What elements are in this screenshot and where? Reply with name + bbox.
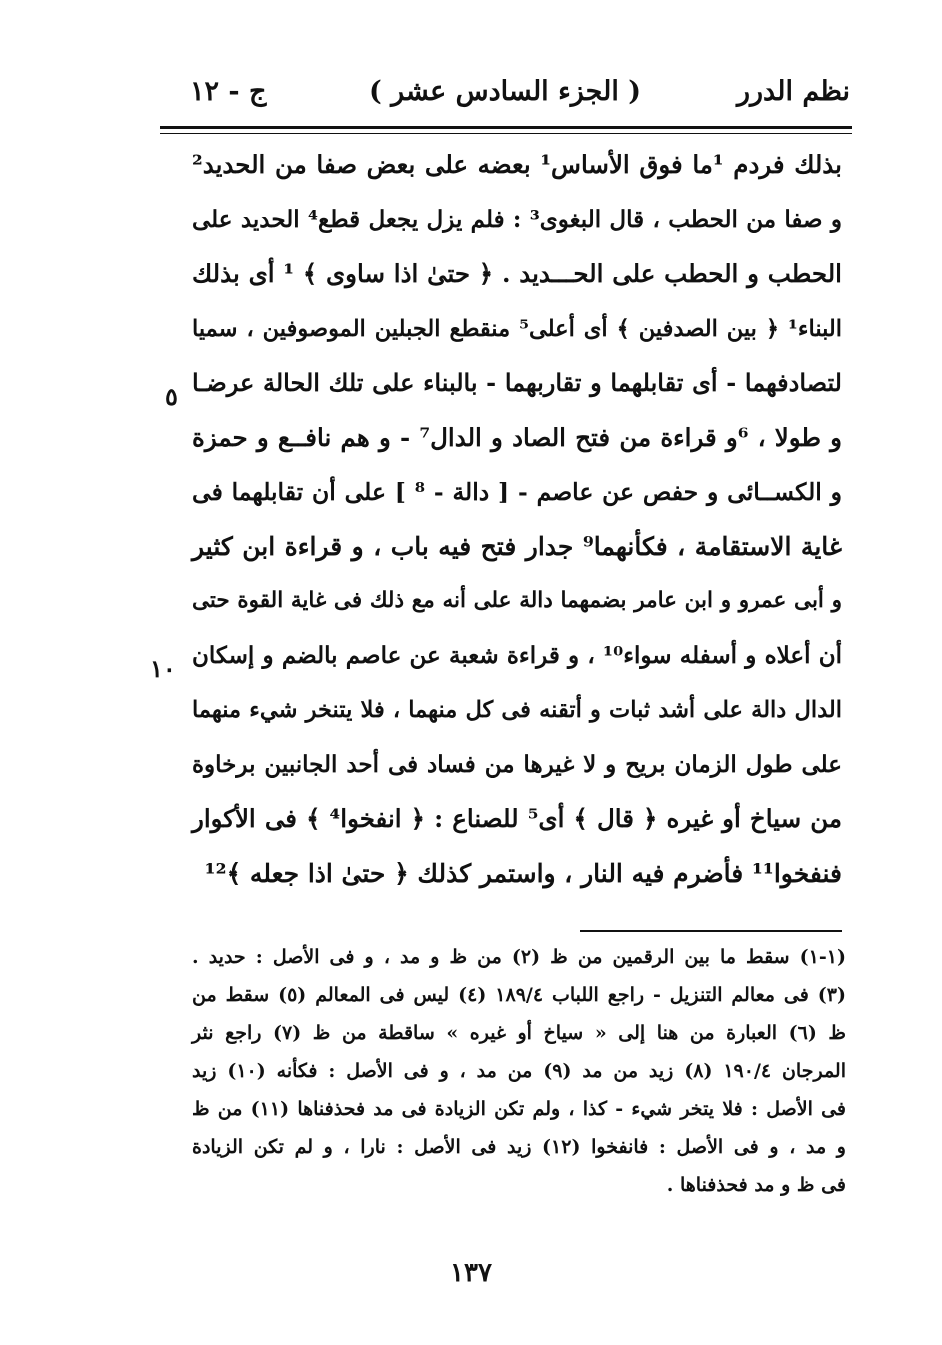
footnote-line: المرجان ١٩٠/٤ (٨) زيد من مد (٩) من مد ، و فى الأصل : فكأنه (١٠) زيد [192, 1060, 847, 1082]
header-rule-thin [160, 133, 852, 134]
part-title: ( الجزء السادس عشر ) [368, 76, 642, 107]
book-title: نظم الدرر [736, 76, 850, 107]
header-rule-thick [160, 126, 852, 129]
text-line: و أبى عمرو و ابن عامر بضمهما دالة على أنه مع ذلك فى غاية القوة حتى [192, 588, 842, 613]
footnotes [192, 938, 846, 1204]
footnote-line: فى ظ و مد فحذفناها . [666, 1174, 846, 1196]
text-line: على طول الزمان بريح و لا غيرها من فساد فى أحد الجانبين برخاوة [192, 750, 842, 778]
text-line: من سياخ أو غيره ﴿ قال ﴾ أى⁵ للصناع : ﴿ انفخوا⁴ ﴾ فى الأكوار [192, 804, 842, 833]
text-line: الدال دالة على أشد ثبات و أتقنه فى كل منهما ، فلا يتنخر شيء منهما [192, 697, 842, 723]
text-line: و صفا من الحطب ، قال البغوى³ : فلم يزل يجعل قطع⁴ الحديد على [192, 205, 842, 233]
text-line: فنفخوا¹¹ فأضرم فيه النار ، واستمر كذلك ﴿ حتىٰ اذا جعله ﴾¹² [204, 858, 842, 888]
footnote-line: ظ (٦) العبارة من هنا إلى « سياخ أو غيره » ساقطة من ظ (٧) راجع نثر [192, 1022, 846, 1044]
line-number-5: ٥ [165, 382, 178, 411]
footnote-line: (١-١) سقط ما بين الرقمين من ظ (٢) من ظ و مد ، و فى الأصل : حديد . [192, 946, 846, 968]
text-line: غاية الاستقامة ، فكأنهما⁹ جدار فتح فيه باب ، و قراءة ابن كثير [192, 531, 842, 561]
main-text [192, 138, 842, 901]
footnote-line: و مد ، و فى الأصل : فانفخوا (١٢) زيد فى الأصل : نارا ، و لم تكن الزيادة [192, 1136, 846, 1158]
text-line: الحطب و الحطب على الحـــديد . ﴿ حتىٰ اذا ساوى ﴾ ¹ أى بذلك [192, 259, 842, 288]
footnote-line: فى الأصل : فلا يتخر شيء - كذا ، ولم تكن الزيادة فى مد فحذفناها (١١) من ظ [192, 1098, 846, 1120]
text-line: و الكســائى و حفص عن عاصم - [ دالة - ⁸ ] على أن تقابلهما فى [192, 478, 842, 506]
footnote-separator [580, 930, 842, 932]
running-header [160, 76, 850, 126]
page-number: ١٣٧ [450, 1258, 492, 1288]
text-line: أن أعلاه و أسفله سواء¹⁰ ، و قراءة شعبة عن عاصم بالضم و إسكان [192, 641, 843, 669]
text-line: و طولا ، ⁶و قراءة من فتح الصاد و الدال⁷ - و هم نافــع و حمزة [192, 422, 842, 452]
footnote-line: (٣) فى معالم التنزيل - راجع اللباب ١٨٩/٤ (٤) ليس فى المعالم (٥) سقط من [192, 984, 846, 1006]
text-line: البناء¹ ﴿ بين الصدفين ﴾ أى أعلى⁵ منقطع الجبلين الموصوفين ، سميا [192, 315, 843, 342]
text-line: بذلك فردم ¹ما فوق الأساس¹ بعضه على بعض صفا من الحديد² [192, 150, 842, 179]
line-number-10: ١٠ [150, 654, 176, 683]
volume-number: ج - ١٢ [190, 76, 267, 107]
text-line: لتصادفهما - أى تقابلهما و تقاربهما - بالبناء على تلك الحالة عرضـا [192, 368, 842, 397]
